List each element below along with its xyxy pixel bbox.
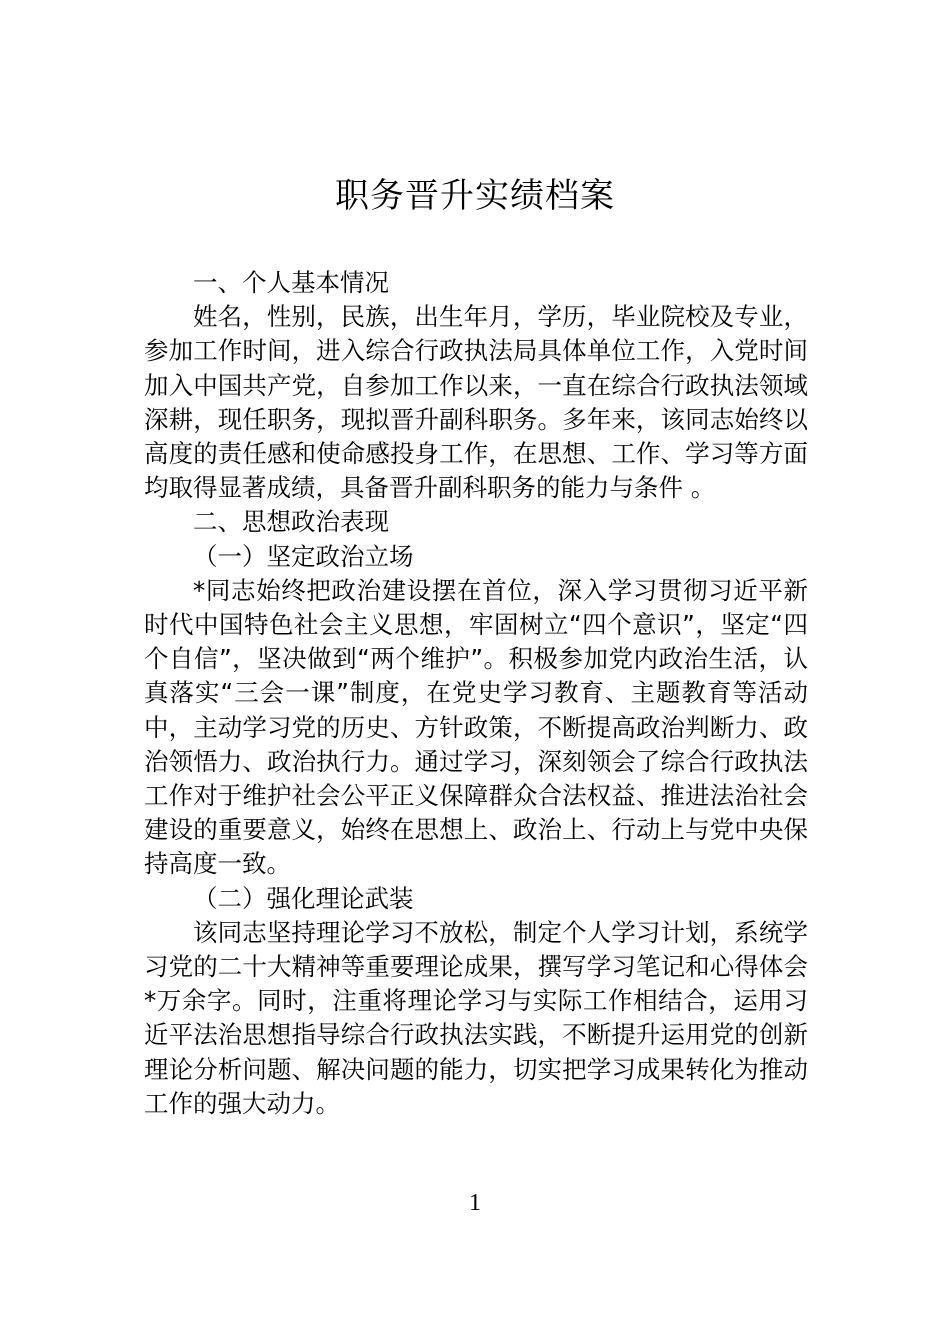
subsection-heading-theory: （二）强化理论武装 <box>193 883 414 913</box>
section-heading-basic-info: 一、个人基本情况 <box>193 268 389 297</box>
document-title: 职务晋升实绩档案 <box>335 176 615 216</box>
paragraph-theory: 该同志坚持理论学习不放松，制定个人学习计划，系统学习党的二十大精神等重要理论成果，撰写学习笔记和心得体会*万余字。同时，注重将理论学习与实际工作相结合，运用习近平法治思想指导综合行政执法实践，不断提升运用党的创新理论分析问题、解决问题的能力，切实把学习成果转化为推动工作的强大动力。 <box>144 917 808 1118</box>
subsection-heading-political-stance: （一）坚定政治立场 <box>193 541 414 571</box>
document-body <box>144 266 808 1121</box>
paragraph-basic-info: 姓名，性别，民族，出生年月，学历，毕业院校及专业，参加工作时间，进入综合行政执法局具体单位工作，入党时间加入中国共产党，自参加工作以来，一直在综合行政执法领域深耕，现任职务，现拟晋升副科职务。多年来，该同志始终以高度的责任感和使命感投身工作，在思想、工作、学习等方面均取得显著成绩，具备晋升副科职务的能力与条件 。 <box>144 302 808 503</box>
section-heading-political: 二、思想政治表现 <box>193 507 389 537</box>
page-number: 1 <box>469 1190 481 1216</box>
paragraph-political-stance: *同志始终把政治建设摆在首位，深入学习贯彻习近平新时代中国特色社会主义思想，牢固树立“四个意识”，坚定“四个自信”，坚决做到“两个维护”。积极参加党内政治生活，认真落实“三会一课”制度，在党史学习教育、主题教育等活动中，主动学习党的历史、方针政策，不断提高政治判断力、政治领悟力、政治执行力。通过学习，深刻领会了综合行政执法工作对于维护社会公平正义保障群众合法权益、推进法治社会建设的重要意义，始终在思想上、政治上、行动上与党中央保持高度一致。 <box>144 575 808 879</box>
